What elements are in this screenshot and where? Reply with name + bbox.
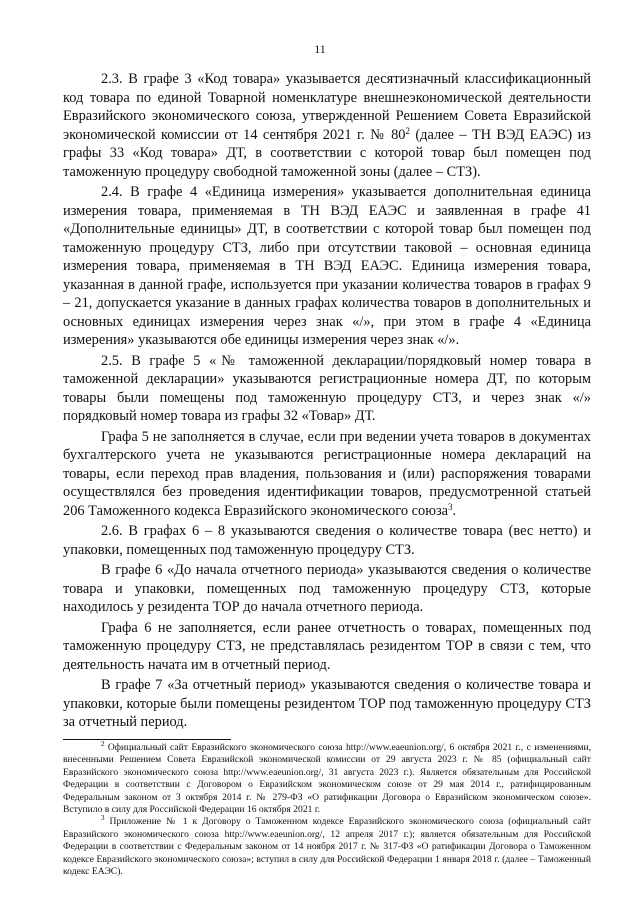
paragraph-grafa-6: В графе 6 «До начала отчетного периода» указываются сведения о количестве товара и упаковки, помещенных под таможенную процедуру СТЗ, которые находилось у резидента ТОР до начала отчетного периода. <box>63 562 591 615</box>
footnote-2: $^2$ Официальный сайт Евразийского экономического союза http://www.eaeunion.org/, 6 октября 2021 г., с изменениями, внесенными Решением Совета Евразийской экономической комиссии от 29 августа 2023 г. № 85 (официальный сайт Евразийского экономического союза http://www.eaeunion.org/, 31 августа 2023 г.). Является обязательным для Российской Федерации в соответствии с Договором о Евразийском экономическом союзе от 29 мая 2014 г., ратифицированным Федеральным законом от 3 октября 2014 г. № 279-ФЗ «О ратификации Договора о Евразийском экономическом союзе». Вступило в силу для Российской Федерации 16 октября 2021 г. <box>63 740 591 816</box>
paragraph-grafa-7: В графе 7 «За отчетный период» указываются сведения о количестве товара и упаковки, которые были помещены резидентом ТОР под таможенную процедуру СТЗ за отчетный период. <box>63 677 591 730</box>
paragraph-2-4: 2.4. В графе 4 «Единица измерения» указывается дополнительная единица измерения товара, применяемая в ТН ВЭД ЕАЭС и заявленная в графе 41 «Дополнительные единицы» ДТ, в соответствии с которой товар был помещен под таможенную процедуру СТЗ, либо при отсутствии таковой – основная единица измерения товара, применяемая в ТН ВЭД ЕАЭС. Единица измерения товара, указанная в данной графе, используется при указании количества товаров в графах 9 – 21, допускается указание в данных графах количества товаров в дополнительных и основных единицах измерения через знак «/», при этом в графе 4 «Единица измерения» указываются обе единицы измерения через знак «/». <box>63 184 591 348</box>
footnote-divider <box>63 739 231 740</box>
paragraph-2-6: 2.6. В графах 6 – 8 указываются сведения о количестве товара (вес нетто) и упаковки, помещенных под таможенную процедуру СТЗ. <box>63 523 591 558</box>
footnotes <box>63 742 591 878</box>
page-number: 11 <box>314 42 326 56</box>
paragraph-2-5: 2.5. В графе 5 «№ таможенной декларации/порядковый номер товара в таможенной декларации» указываются регистрационные номера ДТ, по которым товары были помещены под таможенную процедуру СТЗ, и через знак «/» порядковый номер товара из графы 32 «Товар» ДТ. <box>63 352 591 424</box>
footnote-3: $^3$ Приложение № 1 к Договору о Таможенном кодексе Евразийского экономического союза (официальный сайт Евразийского экономического союза http://www.eaeunion.org/, 12 апреля 2017 г.); является обязательным для Российской Федерации в соответствии с Федеральным законом от 14 ноября 2017 г. № 317-ФЗ «О ратификации Договора о Таможенном кодексе Евразийского экономического союза»; вступил в силу для Российской Федерации 1 января 2018 г. (далее – Таможенный кодекс ЕАЭС). <box>63 814 591 878</box>
body-text <box>63 70 591 732</box>
paragraph-grafa-5: Графа 5 не заполняется в случае, если при ведении учета товаров в документах бухгалтерского учета не указываются регистрационные номера деклараций на товары, если переход прав владения, пользования и (или) распоряжения товарами осуществлялся без проведения идентификации товаров, предусмотренной статьей 206 Таможенного кодекса Евразийского экономического союза$^3$. <box>63 428 591 519</box>
footnote-ref-3: 3 <box>448 501 453 512</box>
paragraph-2-3: 2.3. В графе 3 «Код товара» указывается десятизначный классификационный код товара по единой Товарной номенклатуре внешнеэкономической деятельности Евразийского экономического союза, утвержденной Решением Совета Евразийской экономической комиссии от 14 сентября 2021 г. № $80^2$ (далее – ТН ВЭД ЕАЭС) из графы 33 «Код товара» ДТ, в соответствии с которой товар был помещен под таможенную процедуру свободной таможенной зоны (далее – СТЗ). <box>63 71 591 180</box>
paragraph-grafa-6-empty: Графа 6 не заполняется, если ранее отчетность о товарах, помещенных под таможенную процедуру СТЗ, не представлялась резидентом ТОР в связи с тем, что деятельность начата им в отчетный период. <box>63 619 591 673</box>
footnote-ref-2: 2 <box>405 125 410 136</box>
